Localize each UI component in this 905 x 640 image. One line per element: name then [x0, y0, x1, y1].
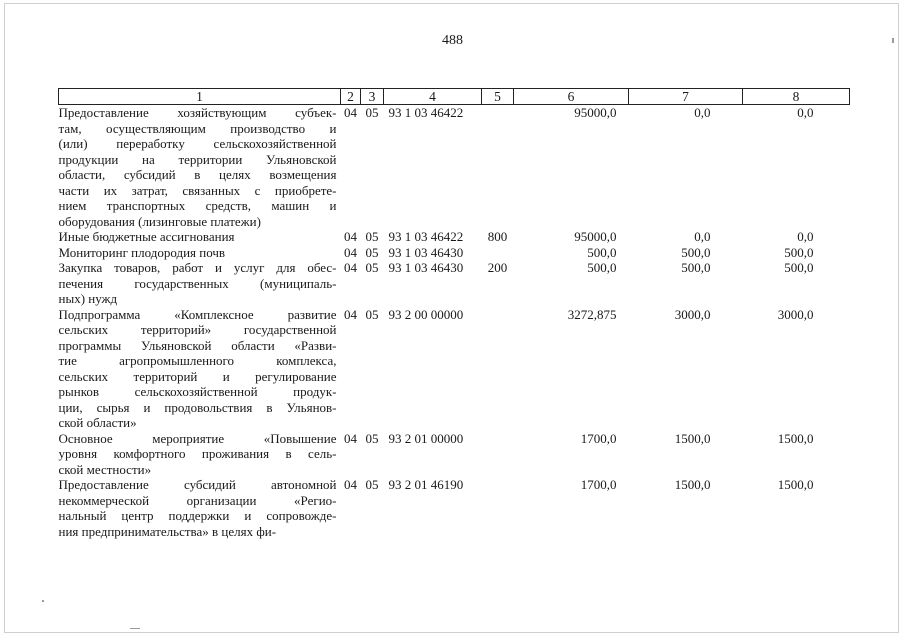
row-target-article: 93 2 01 46190 [388, 477, 464, 492]
row-amount-col7: 0,0 [694, 105, 711, 120]
row-name-line: сельских территорий и регулирование [58, 368, 337, 384]
row-amount-col8: 500,0 [784, 260, 814, 275]
row-name-line: рынков сельскохозяйственной продук- [58, 384, 337, 399]
row-amount-col7: 1500,0 [674, 430, 711, 446]
header-col-3: 3 [361, 89, 384, 105]
row-amount-col8: 1500,0 [777, 430, 814, 446]
row-expense-type [482, 431, 514, 478]
row-section: 04 [344, 260, 357, 275]
table-row [59, 245, 850, 261]
row-subsection: 05 [365, 306, 379, 322]
table-row [59, 431, 850, 478]
row-name-line: ных) нужд [58, 291, 118, 306]
table-row [59, 260, 850, 307]
row-name [59, 307, 341, 431]
row-name-line: Иные бюджетные ассигнования [58, 229, 235, 244]
table-row [59, 307, 850, 431]
scan-speck [892, 38, 894, 43]
row-amount-col6: 500,0 [587, 260, 617, 275]
header-col-2: 2 [341, 89, 361, 105]
row-target-article: 93 1 03 46430 [388, 244, 464, 260]
scan-speck [42, 600, 44, 602]
row-amount-col8: 0,0 [797, 105, 814, 120]
row-name [59, 431, 341, 478]
row-amount-col6: 1700,0 [580, 477, 617, 492]
row-name-line: Закупка товаров, работ и услуг для обес- [58, 260, 337, 275]
header-row [59, 89, 850, 105]
row-name-line: области, субсидий в целях возмещения [58, 167, 337, 182]
row-name-line: оборудования (лизинговые платежи) [58, 213, 261, 229]
row-amount-col8: 3000,0 [777, 306, 814, 322]
row-name [59, 477, 341, 539]
header-col-8: 8 [743, 89, 850, 105]
row-name-line: продукции на территории Ульяновской [58, 151, 337, 167]
row-name-line: там, осуществляющим производство и [58, 120, 337, 136]
row-expense-type [482, 105, 514, 230]
row-name-line: Подпрограмма «Комплексное развитие [58, 306, 337, 322]
row-name-line: сельских территорий» государственной [58, 322, 337, 337]
row-section: 04 [344, 306, 357, 322]
table-row [59, 105, 850, 230]
row-amount-col6: 500,0 [587, 244, 617, 260]
header-col-7: 7 [629, 89, 743, 105]
table-row [59, 477, 850, 539]
row-name-line: Предоставление субсидий автономной [58, 477, 337, 492]
row-name-line: ской области» [58, 415, 137, 430]
row-name [59, 105, 341, 230]
row-amount-col8: 0,0 [797, 229, 814, 244]
row-section: 04 [344, 244, 357, 260]
row-name-line: ции, сырья и продовольствия в Ульянов- [58, 399, 337, 415]
row-name-line: части их затрат, связанных с приобрете- [58, 182, 337, 198]
row-name-line: нальный центр поддержки и сопровожде- [58, 508, 337, 523]
header-col-4: 4 [384, 89, 482, 105]
row-section: 04 [344, 105, 357, 120]
row-target-article: 93 1 03 46422 [388, 105, 464, 120]
row-subsection: 05 [365, 260, 379, 275]
row-subsection: 05 [365, 229, 379, 244]
header-col-1: 1 [59, 89, 341, 105]
row-section: 04 [344, 430, 357, 446]
row-amount-col8: 1500,0 [777, 477, 814, 492]
row-name-line: программы Ульяновской области «Разви- [58, 337, 337, 353]
scan-speck [130, 628, 140, 629]
row-name-line: Основное мероприятие «Повышение [58, 430, 337, 446]
row-target-article: 93 1 03 46430 [388, 260, 464, 275]
header-col-5: 5 [482, 89, 514, 105]
row-name-line: нием транспортных средств, машин и [58, 198, 337, 213]
row-expense-type: 200 [487, 260, 508, 275]
row-amount-col7: 500,0 [681, 260, 711, 275]
row-expense-type [482, 477, 514, 539]
row-name [59, 260, 341, 307]
row-name-line: ния предпринимательства» в целях фи- [58, 523, 277, 539]
row-section: 04 [344, 229, 357, 244]
row-subsection: 05 [365, 244, 379, 260]
table-row [59, 229, 850, 245]
row-expense-type [482, 245, 514, 261]
row-amount-col7: 500,0 [681, 244, 711, 260]
row-subsection: 05 [365, 105, 379, 120]
row-target-article: 93 2 01 00000 [388, 430, 464, 446]
row-name-line: (или) переработку сельскохозяйственной [58, 136, 337, 151]
row-expense-type: 800 [487, 229, 508, 244]
row-name-line: печения государственных (муниципаль- [58, 275, 337, 291]
row-amount-col6: 1700,0 [580, 430, 617, 446]
row-name-line: тие агропромышленного комплекса, [58, 353, 337, 368]
row-subsection: 05 [365, 477, 379, 492]
row-name [59, 245, 341, 261]
row-amount-col8: 500,0 [784, 244, 814, 260]
row-amount-col6: 95000,0 [574, 105, 617, 120]
row-amount-col6: 3272,875 [567, 306, 617, 322]
row-amount-col6: 95000,0 [574, 229, 617, 244]
row-name-line: некоммерческой организации «Регио- [58, 492, 337, 508]
header-col-6: 6 [514, 89, 629, 105]
row-name [59, 229, 341, 245]
row-target-article: 93 2 00 00000 [388, 306, 464, 322]
budget-table [58, 88, 850, 539]
row-subsection: 05 [365, 430, 379, 446]
row-amount-col7: 3000,0 [674, 306, 711, 322]
row-amount-col7: 1500,0 [674, 477, 711, 492]
row-name-line: уровня комфортного проживания в сель- [58, 446, 337, 461]
row-expense-type [482, 307, 514, 431]
row-name-line: Предоставление хозяйствующим субъек- [58, 105, 337, 120]
row-amount-col7: 0,0 [694, 229, 711, 244]
page-number: 488 [442, 33, 463, 48]
row-target-article: 93 1 03 46422 [388, 229, 464, 244]
row-section: 04 [344, 477, 357, 492]
row-name-line: Мониторинг плодородия почв [58, 244, 226, 260]
row-name-line: ской местности» [58, 461, 152, 477]
